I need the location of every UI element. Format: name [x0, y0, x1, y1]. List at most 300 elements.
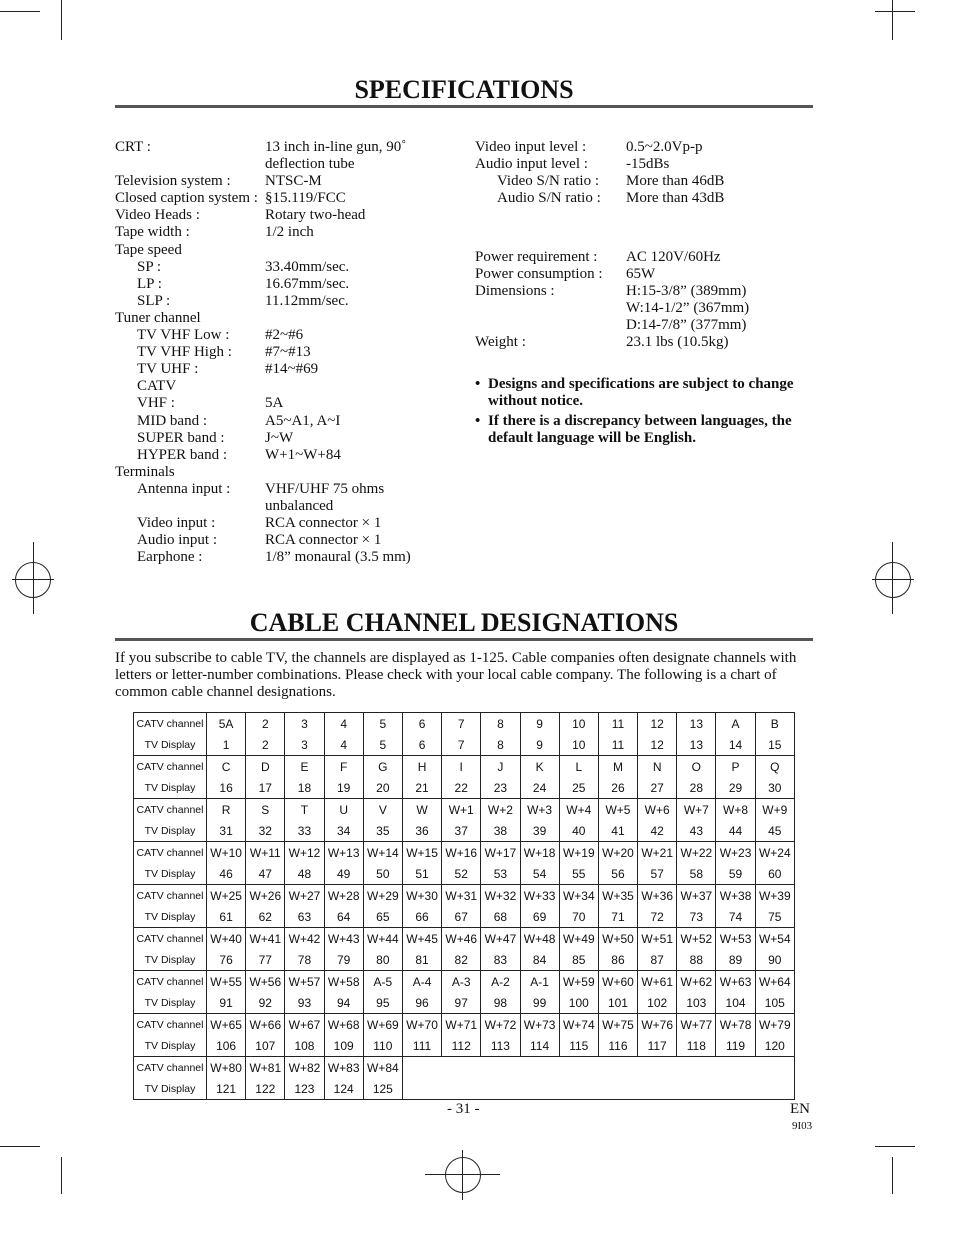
- tv-display-cell: 12: [638, 734, 677, 756]
- tv-display-cell: 106: [207, 1035, 246, 1057]
- catv-channel-cell: W+31: [442, 885, 481, 907]
- spec-row: [475, 300, 815, 317]
- notes-list: [475, 376, 815, 450]
- spec-label: Audio S/N ratio :: [497, 190, 601, 207]
- catv-channel-cell: 3: [285, 713, 324, 735]
- catv-channel-cell: W+22: [677, 842, 716, 864]
- catv-channel-cell: W+64: [755, 971, 794, 993]
- catv-channel-cell: 5A: [207, 713, 246, 735]
- catv-channel-cell: M: [598, 756, 637, 778]
- note-item: [475, 376, 815, 410]
- spec-value: 13 inch in-line gun, 90˚: [265, 139, 407, 155]
- tv-display-cell: 51: [402, 863, 441, 885]
- catv-channel-cell: W+58: [324, 971, 363, 993]
- catv-channel-cell: 8: [481, 713, 520, 735]
- tv-display-cell: 94: [324, 992, 363, 1014]
- tv-display-cell: 98: [481, 992, 520, 1014]
- tv-display-cell: 62: [246, 906, 285, 928]
- catv-channel-cell: W+75: [598, 1014, 637, 1036]
- tv-display-cell: 92: [246, 992, 285, 1014]
- catv-channel-cell: W+84: [363, 1057, 402, 1079]
- tv-display-cell: 26: [598, 777, 637, 799]
- spec-row: [115, 259, 455, 276]
- spec-row: [475, 173, 815, 190]
- tv-display-cell: 32: [246, 820, 285, 842]
- spec-label: VHF :: [137, 395, 175, 412]
- catv-channel-cell: W+45: [402, 928, 441, 950]
- catv-channel-cell: H: [402, 756, 441, 778]
- tv-display-cell: 73: [677, 906, 716, 928]
- tv-display-cell: 83: [481, 949, 520, 971]
- spec-row: [115, 156, 455, 173]
- catv-channel-label: CATV channel: [134, 1057, 207, 1079]
- spec-value: 16.67mm/sec.: [265, 275, 350, 292]
- spec-label: Audio input level :: [475, 156, 588, 173]
- tv-display-cell: 1: [207, 734, 246, 756]
- spec-row: [115, 549, 455, 566]
- catv-channel-cell: W+71: [442, 1014, 481, 1036]
- spec-label: Video input :: [137, 515, 216, 532]
- tv-display-cell: 90: [755, 949, 794, 971]
- catv-channel-row: [134, 713, 795, 735]
- spec-value: 1/8” monaural (3.5 mm): [265, 549, 411, 566]
- spec-row: [115, 532, 455, 549]
- catv-channel-cell: W+15: [402, 842, 441, 864]
- tv-display-row: [134, 820, 795, 842]
- spec-label: Tape width :: [115, 224, 190, 241]
- note-text: If there is a discrepancy between languages, the default language will be English.: [488, 413, 792, 446]
- cable-channel-table: [133, 712, 795, 1100]
- catv-channel-cell: W+70: [402, 1014, 441, 1036]
- catv-channel-cell: F: [324, 756, 363, 778]
- catv-channel-cell: W+81: [246, 1057, 285, 1079]
- tv-display-cell: 76: [207, 949, 246, 971]
- catv-channel-cell: W+35: [598, 885, 637, 907]
- catv-channel-cell: W+8: [716, 799, 755, 821]
- tv-display-cell: 88: [677, 949, 716, 971]
- tv-display-cell: 95: [363, 992, 402, 1014]
- catv-channel-cell: W+56: [246, 971, 285, 993]
- spec-value: H:15-3/8” (389mm): [626, 283, 747, 300]
- spec-label: Power consumption :: [475, 266, 603, 283]
- spec-label: SP :: [137, 258, 162, 275]
- catv-channel-cell: 6: [402, 713, 441, 735]
- spec-row: [115, 498, 455, 515]
- tv-display-cell: 4: [324, 734, 363, 756]
- tv-display-cell: 47: [246, 863, 285, 885]
- catv-channel-cell: W+44: [363, 928, 402, 950]
- catv-channel-cell: W+73: [520, 1014, 559, 1036]
- catv-channel-cell: W+49: [559, 928, 598, 950]
- tv-display-cell: 124: [324, 1078, 363, 1100]
- spec-value: 1/2 inch: [265, 224, 314, 241]
- catv-channel-cell: W+76: [638, 1014, 677, 1036]
- spec-row: [475, 334, 815, 351]
- tv-display-row: [134, 777, 795, 799]
- tv-display-cell: 117: [638, 1035, 677, 1057]
- catv-channel-cell: W+72: [481, 1014, 520, 1036]
- catv-channel-cell: W+9: [755, 799, 794, 821]
- catv-channel-cell: N: [638, 756, 677, 778]
- tv-display-cell: 102: [638, 992, 677, 1014]
- catv-channel-cell: W+68: [324, 1014, 363, 1036]
- tv-display-cell: 15: [755, 734, 794, 756]
- specs-right-column-bottom: [475, 249, 815, 352]
- spec-value: More than 46dB: [626, 173, 725, 190]
- spec-value: 0.5~2.0Vp-p: [626, 139, 703, 155]
- tv-display-cell: 22: [442, 777, 481, 799]
- tv-display-cell: 28: [677, 777, 716, 799]
- section-title: CABLE CHANNEL DESIGNATIONS: [249, 608, 679, 637]
- spec-row: [115, 395, 455, 412]
- tv-display-cell: 70: [559, 906, 598, 928]
- tv-display-cell: 10: [559, 734, 598, 756]
- section-rule: [115, 638, 813, 641]
- catv-channel-label: CATV channel: [134, 885, 207, 907]
- tv-display-cell: 118: [677, 1035, 716, 1057]
- tv-display-cell: 61: [207, 906, 246, 928]
- catv-channel-cell: W+34: [559, 885, 598, 907]
- catv-channel-cell: W+40: [207, 928, 246, 950]
- catv-channel-cell: W+60: [598, 971, 637, 993]
- spec-row: [475, 139, 815, 156]
- tv-display-cell: 50: [363, 863, 402, 885]
- catv-channel-cell: S: [246, 799, 285, 821]
- tv-display-cell: 13: [677, 734, 716, 756]
- note-text: Designs and specifications are subject to change without notice.: [488, 376, 794, 409]
- catv-channel-cell: W+37: [677, 885, 716, 907]
- spec-value: RCA connector × 1: [265, 532, 382, 549]
- tv-display-label: TV Display: [134, 820, 207, 842]
- tv-display-cell: 44: [716, 820, 755, 842]
- catv-channel-cell: W+59: [559, 971, 598, 993]
- spec-label: Video input level :: [475, 139, 587, 155]
- catv-channel-label: CATV channel: [134, 971, 207, 993]
- catv-channel-cell: W+29: [363, 885, 402, 907]
- catv-channel-cell: 13: [677, 713, 716, 735]
- catv-channel-cell: W+1: [442, 799, 481, 821]
- tv-display-cell: 21: [402, 777, 441, 799]
- tv-display-cell: 66: [402, 906, 441, 928]
- catv-channel-cell: W+3: [520, 799, 559, 821]
- tv-display-cell: 27: [638, 777, 677, 799]
- catv-channel-cell: G: [363, 756, 402, 778]
- tv-display-cell: 86: [598, 949, 637, 971]
- catv-channel-label: CATV channel: [134, 842, 207, 864]
- tv-display-cell: 97: [442, 992, 481, 1014]
- tv-display-cell: 8: [481, 734, 520, 756]
- catv-channel-cell: I: [442, 756, 481, 778]
- catv-channel-cell: W+78: [716, 1014, 755, 1036]
- catv-channel-cell: 4: [324, 713, 363, 735]
- tv-display-label: TV Display: [134, 734, 207, 756]
- tv-display-cell: 101: [598, 992, 637, 1014]
- tv-display-cell: 84: [520, 949, 559, 971]
- spec-row: [115, 464, 455, 481]
- tv-display-cell: 48: [285, 863, 324, 885]
- tv-display-cell: 112: [442, 1035, 481, 1057]
- spec-label: MID band :: [137, 412, 207, 429]
- tv-display-cell: 40: [559, 820, 598, 842]
- catv-channel-cell: U: [324, 799, 363, 821]
- catv-channel-cell: A-2: [481, 971, 520, 993]
- tv-display-cell: 68: [481, 906, 520, 928]
- spec-value: D:14-7/8” (377mm): [626, 317, 747, 334]
- catv-channel-cell: W+79: [755, 1014, 794, 1036]
- spec-value: AC 120V/60Hz: [626, 249, 721, 265]
- catv-channel-cell: W+21: [638, 842, 677, 864]
- spec-value: unbalanced: [265, 497, 334, 514]
- page-title: SPECIFICATIONS: [354, 75, 574, 104]
- tv-display-cell: 34: [324, 820, 363, 842]
- tv-display-cell: 123: [285, 1078, 324, 1100]
- spec-value: RCA connector × 1: [265, 515, 382, 532]
- tv-display-cell: 23: [481, 777, 520, 799]
- spec-value: #14~#69: [265, 361, 319, 378]
- document-code: 9I03: [792, 1120, 813, 1132]
- spec-row: [115, 361, 455, 378]
- tv-display-cell: 82: [442, 949, 481, 971]
- catv-channel-cell: J: [481, 756, 520, 778]
- tv-display-cell: 30: [755, 777, 794, 799]
- tv-display-cell: 80: [363, 949, 402, 971]
- spec-row: [475, 266, 815, 283]
- spec-value: 65W: [626, 266, 656, 283]
- catv-channel-cell: W+54: [755, 928, 794, 950]
- tv-display-cell: 36: [402, 820, 441, 842]
- catv-channel-cell: W+74: [559, 1014, 598, 1036]
- catv-channel-cell: W+39: [755, 885, 794, 907]
- tv-display-label: TV Display: [134, 1035, 207, 1057]
- tv-display-cell: 5: [363, 734, 402, 756]
- catv-channel-cell: W+61: [638, 971, 677, 993]
- tv-display-cell: 57: [638, 863, 677, 885]
- spec-value: 5A: [265, 395, 284, 412]
- spec-label: Closed caption system :: [115, 190, 258, 207]
- tv-display-cell: 91: [207, 992, 246, 1014]
- catv-channel-cell: W+67: [285, 1014, 324, 1036]
- tv-display-label: TV Display: [134, 949, 207, 971]
- tv-display-cell: 56: [598, 863, 637, 885]
- tv-display-cell: 43: [677, 820, 716, 842]
- catv-channel-cell: W+19: [559, 842, 598, 864]
- catv-channel-cell: W+46: [442, 928, 481, 950]
- spec-label: CRT :: [115, 139, 151, 155]
- tv-display-cell: 78: [285, 949, 324, 971]
- catv-channel-cell: 10: [559, 713, 598, 735]
- catv-channel-cell: W+18: [520, 842, 559, 864]
- catv-channel-cell: W+12: [285, 842, 324, 864]
- spec-label: Earphone :: [137, 549, 203, 566]
- tv-display-cell: 100: [559, 992, 598, 1014]
- tv-display-cell: 42: [638, 820, 677, 842]
- tv-display-cell: 69: [520, 906, 559, 928]
- tv-display-label: TV Display: [134, 906, 207, 928]
- bullet-icon: •: [475, 376, 481, 392]
- spec-row: [475, 249, 815, 266]
- catv-channel-cell: 12: [638, 713, 677, 735]
- tv-display-cell: 24: [520, 777, 559, 799]
- catv-channel-cell: 5: [363, 713, 402, 735]
- catv-channel-cell: W+82: [285, 1057, 324, 1079]
- tv-display-cell: 65: [363, 906, 402, 928]
- catv-channel-cell: 2: [246, 713, 285, 735]
- catv-channel-cell: W+30: [402, 885, 441, 907]
- catv-channel-cell: 9: [520, 713, 559, 735]
- tv-display-cell: 31: [207, 820, 246, 842]
- spec-value: -15dBs: [626, 156, 670, 173]
- catv-channel-cell: W+6: [638, 799, 677, 821]
- tv-display-cell: 96: [402, 992, 441, 1014]
- spec-value: W+1~W+84: [265, 446, 341, 463]
- spec-row: [115, 310, 455, 327]
- catv-channel-row: [134, 1057, 795, 1079]
- spec-row: [115, 447, 455, 464]
- catv-channel-cell: W+24: [755, 842, 794, 864]
- catv-channel-cell: W+26: [246, 885, 285, 907]
- tv-display-cell: 107: [246, 1035, 285, 1057]
- spec-row: [475, 317, 815, 334]
- catv-channel-cell: W+77: [677, 1014, 716, 1036]
- tv-display-cell: 87: [638, 949, 677, 971]
- tv-display-cell: 72: [638, 906, 677, 928]
- spec-row: [115, 327, 455, 344]
- tv-display-cell: 121: [207, 1078, 246, 1100]
- catv-channel-label: CATV channel: [134, 799, 207, 821]
- catv-channel-cell: W+38: [716, 885, 755, 907]
- spec-label: SUPER band :: [137, 429, 225, 446]
- spec-label: HYPER band :: [137, 446, 227, 463]
- title-rule: [115, 105, 813, 108]
- spec-value: deflection tube: [265, 156, 355, 173]
- catv-channel-cell: W+65: [207, 1014, 246, 1036]
- tv-display-cell: 77: [246, 949, 285, 971]
- page-number: - 31 -: [447, 1101, 480, 1117]
- tv-display-cell: 38: [481, 820, 520, 842]
- catv-channel-cell: W+63: [716, 971, 755, 993]
- spec-label: Video S/N ratio :: [497, 173, 600, 190]
- tv-display-cell: 119: [716, 1035, 755, 1057]
- tv-display-cell: 103: [677, 992, 716, 1014]
- catv-channel-cell: W+4: [559, 799, 598, 821]
- tv-display-cell: 18: [285, 777, 324, 799]
- tv-display-cell: 14: [716, 734, 755, 756]
- catv-channel-cell: 7: [442, 713, 481, 735]
- spec-value: J~W: [265, 429, 294, 446]
- tv-display-row: [134, 906, 795, 928]
- spec-row: [115, 190, 455, 207]
- spec-label: Video Heads :: [115, 207, 200, 224]
- specs-right-column-top: [475, 139, 815, 207]
- tv-display-cell: 3: [285, 734, 324, 756]
- tv-display-label: TV Display: [134, 863, 207, 885]
- spec-label: Tuner channel: [115, 309, 201, 326]
- spec-label: TV VHF High :: [137, 344, 232, 361]
- catv-channel-cell: W: [402, 799, 441, 821]
- tv-display-cell: 75: [755, 906, 794, 928]
- tv-display-cell: 74: [716, 906, 755, 928]
- catv-channel-cell: W+16: [442, 842, 481, 864]
- catv-channel-cell: W+28: [324, 885, 363, 907]
- catv-channel-cell: W+41: [246, 928, 285, 950]
- spec-value: VHF/UHF 75 ohms: [265, 480, 385, 497]
- catv-channel-cell: D: [246, 756, 285, 778]
- spec-row: [115, 378, 455, 395]
- tv-display-label: TV Display: [134, 1078, 207, 1100]
- catv-channel-cell: T: [285, 799, 324, 821]
- catv-channel-row: [134, 756, 795, 778]
- catv-channel-cell: W+25: [207, 885, 246, 907]
- catv-channel-cell: W+32: [481, 885, 520, 907]
- tv-display-cell: 6: [402, 734, 441, 756]
- bullet-icon: •: [475, 413, 481, 429]
- catv-channel-cell: W+27: [285, 885, 324, 907]
- spec-row: [115, 139, 455, 156]
- intro-paragraph: If you subscribe to cable TV, the channels are displayed as 1-125. Cable companies often designate channels with letters or letter-number combinations. Please check with your local cable company. The following is a chart of common cable channel designations.: [115, 650, 797, 700]
- tv-display-cell: 89: [716, 949, 755, 971]
- catv-channel-cell: W+11: [246, 842, 285, 864]
- spec-value: W:14-1/2” (367mm): [626, 300, 750, 317]
- spec-label: Weight :: [475, 334, 526, 351]
- tv-display-cell: 53: [481, 863, 520, 885]
- spec-label: Antenna input :: [137, 480, 231, 497]
- note-item: [475, 413, 815, 447]
- tv-display-cell: 9: [520, 734, 559, 756]
- tv-display-cell: 111: [402, 1035, 441, 1057]
- spec-label: LP :: [137, 275, 162, 292]
- catv-channel-cell: W+20: [598, 842, 637, 864]
- tv-display-cell: 79: [324, 949, 363, 971]
- spec-label: CATV: [137, 378, 177, 395]
- catv-channel-cell: W+48: [520, 928, 559, 950]
- spec-row: [475, 190, 815, 207]
- catv-channel-cell: W+69: [363, 1014, 402, 1036]
- spec-row: [115, 344, 455, 361]
- catv-channel-label: CATV channel: [134, 713, 207, 735]
- catv-channel-cell: W+5: [598, 799, 637, 821]
- tv-display-cell: 105: [755, 992, 794, 1014]
- spec-label: Television system :: [115, 173, 231, 190]
- spec-row: [115, 207, 455, 224]
- tv-display-cell: 16: [207, 777, 246, 799]
- catv-channel-cell: W+13: [324, 842, 363, 864]
- catv-channel-label: CATV channel: [134, 928, 207, 950]
- catv-channel-label: CATV channel: [134, 1014, 207, 1036]
- tv-display-row: [134, 1035, 795, 1057]
- tv-display-cell: 114: [520, 1035, 559, 1057]
- tv-display-cell: 122: [246, 1078, 285, 1100]
- tv-display-cell: 85: [559, 949, 598, 971]
- catv-channel-cell: W+50: [598, 928, 637, 950]
- catv-channel-cell: W+43: [324, 928, 363, 950]
- tv-display-cell: 110: [363, 1035, 402, 1057]
- catv-channel-cell: A-5: [363, 971, 402, 993]
- catv-channel-cell: W+33: [520, 885, 559, 907]
- tv-display-cell: 63: [285, 906, 324, 928]
- tv-display-cell: 59: [716, 863, 755, 885]
- tv-display-row: [134, 949, 795, 971]
- spec-row: [475, 283, 815, 300]
- spec-value: A5~A1, A~I: [265, 412, 341, 429]
- catv-channel-row: [134, 799, 795, 821]
- catv-channel-cell: R: [207, 799, 246, 821]
- catv-channel-cell: E: [285, 756, 324, 778]
- catv-channel-cell: W+62: [677, 971, 716, 993]
- tv-display-cell: 60: [755, 863, 794, 885]
- tv-display-cell: 11: [598, 734, 637, 756]
- tv-display-cell: 35: [363, 820, 402, 842]
- tv-display-cell: 81: [402, 949, 441, 971]
